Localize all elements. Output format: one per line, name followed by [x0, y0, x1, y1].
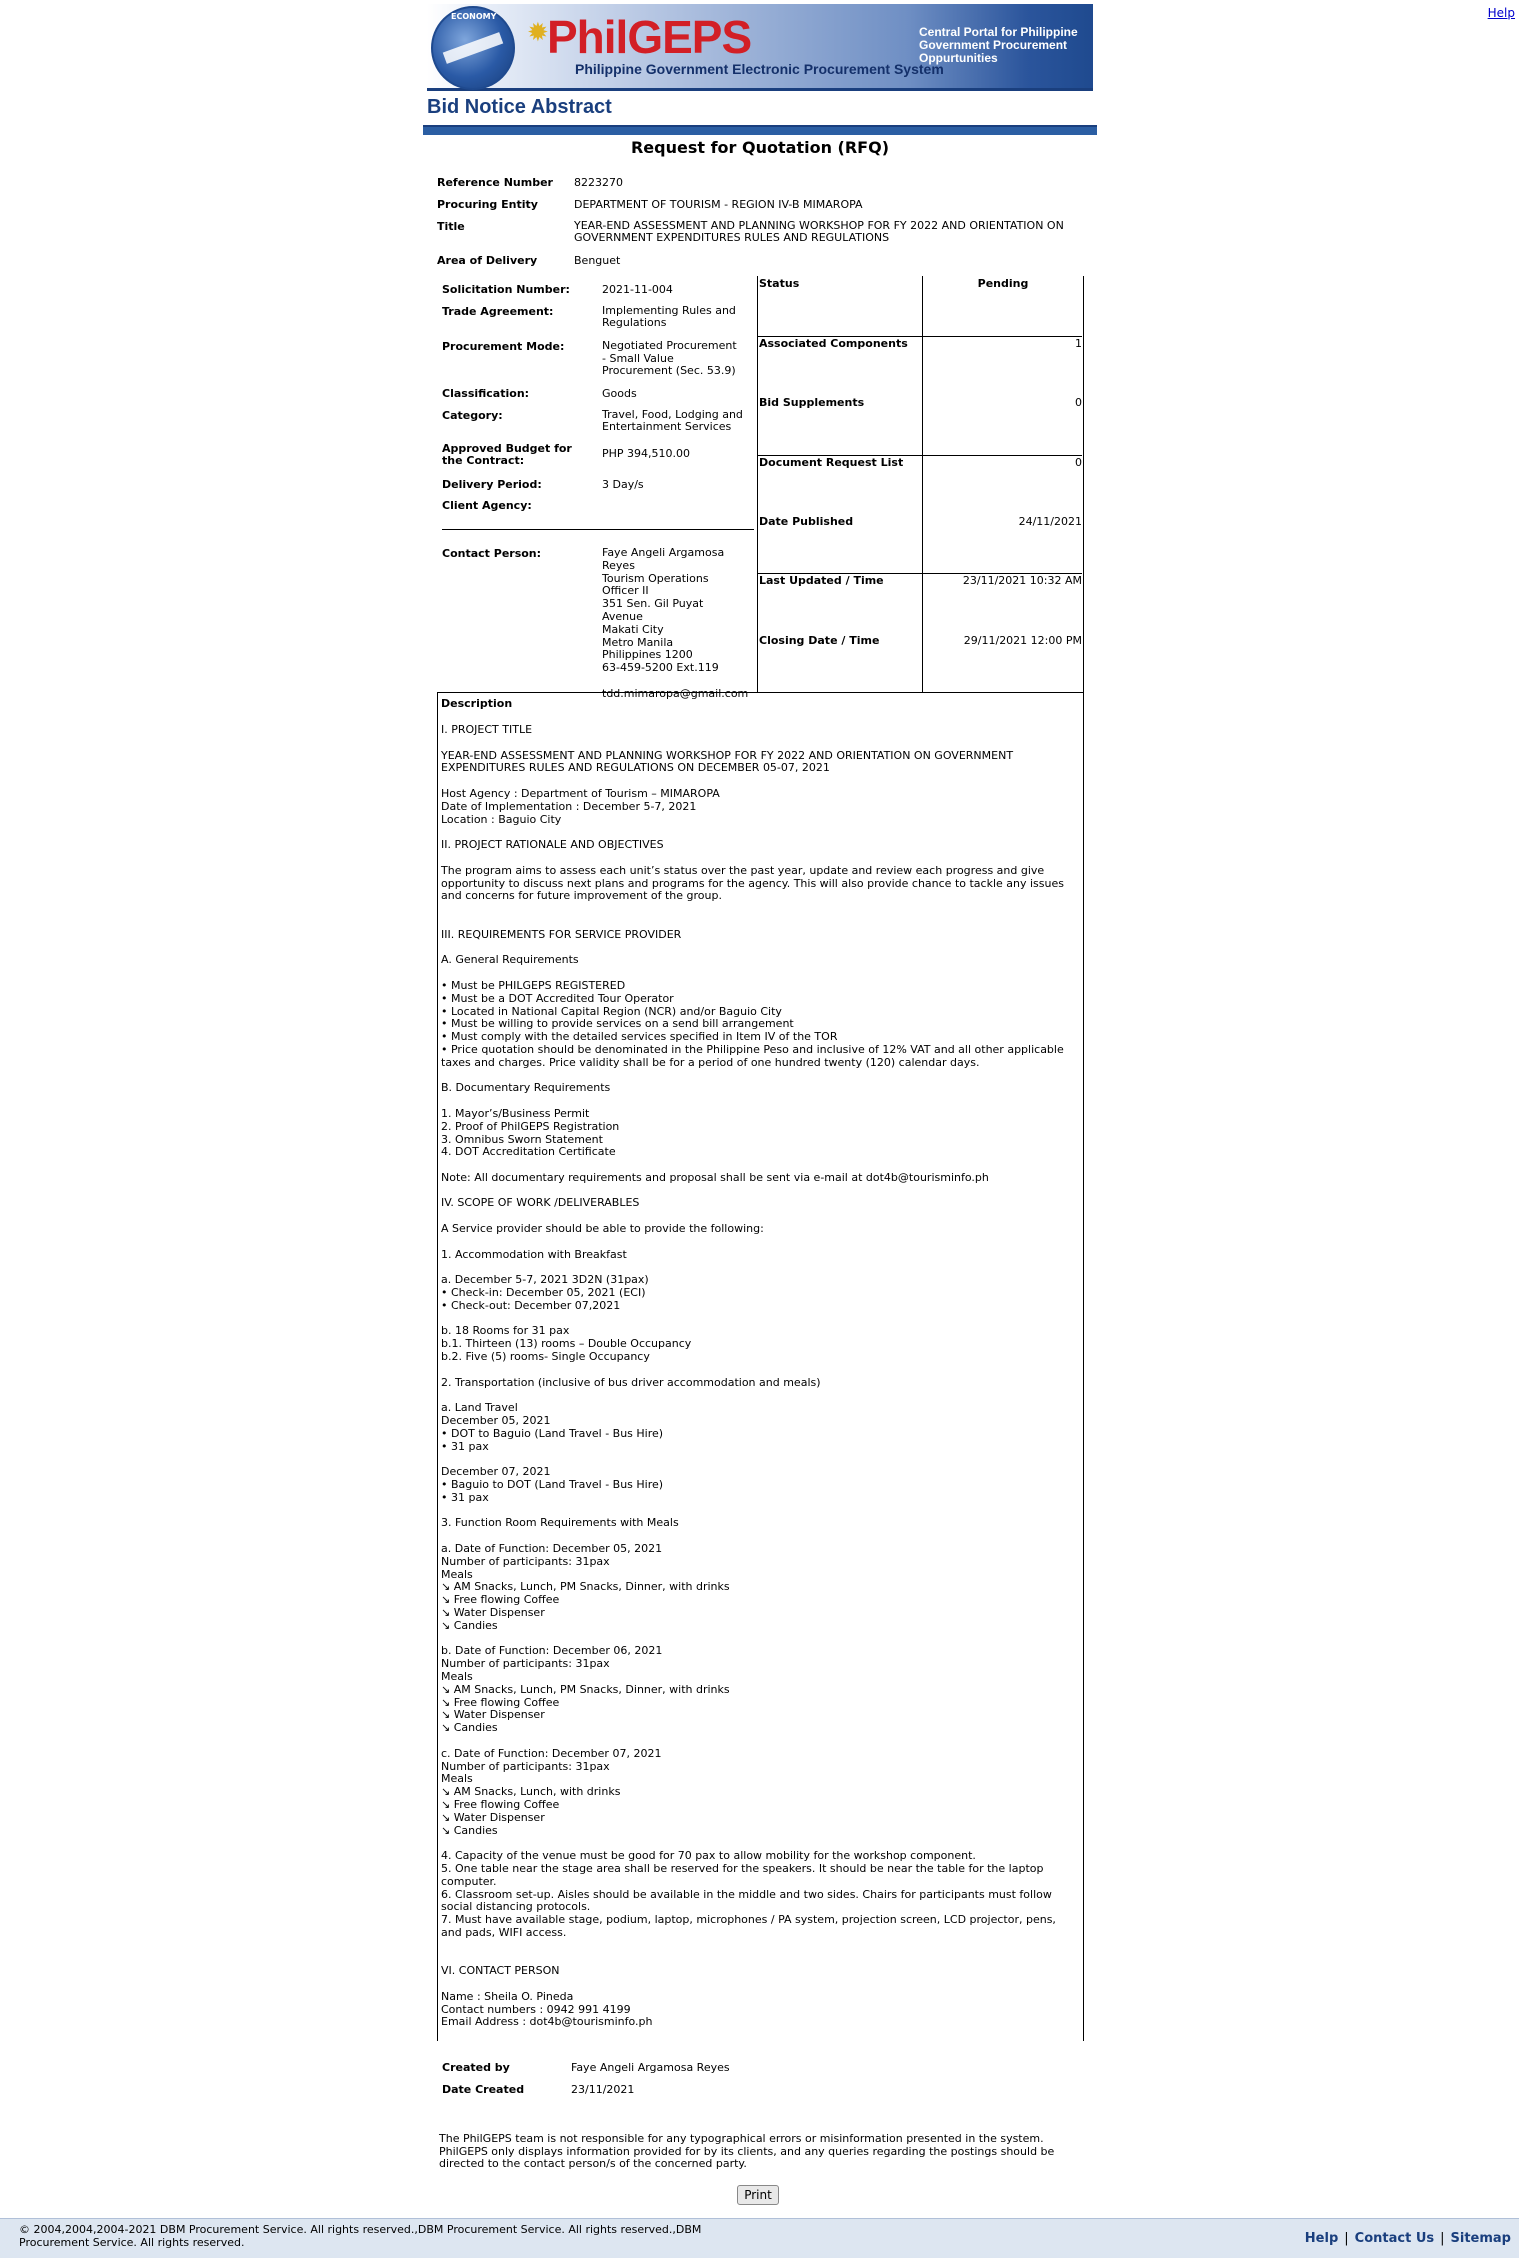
components-label: Associated Components — [759, 337, 908, 350]
title-value: YEAR-END ASSESSMENT AND PLANNING WORKSHOP FOR FY 2022 AND ORIENTATION ON GOVERNMENT EXPENDITURES RULES AND REGULATIONS — [574, 219, 1064, 244]
budget-label: Approved Budget for the Contract: — [442, 442, 572, 467]
print-button[interactable]: Print — [737, 2185, 779, 2205]
copyright-text: © 2004,2004,2004-2021 DBM Procurement Service. All rights reserved.,DBM Procurement Service. All rights reserved.,DBM Procurement Service. All rights reserved. — [19, 2223, 702, 2249]
logo-subtitle: Philippine Government Electronic Procurement System — [575, 61, 944, 77]
entity-value: DEPARTMENT OF TOURISM - REGION IV-B MIMAROPA — [574, 198, 863, 211]
heading-divider — [423, 125, 1097, 135]
help-link-top[interactable]: Help — [1487, 6, 1515, 20]
doc-request-label: Document Request List — [759, 456, 904, 469]
footer-sitemap-link[interactable]: Sitemap — [1450, 2231, 1511, 2246]
trade-value: Implementing Rules and Regulations — [602, 304, 736, 329]
components-value[interactable]: 1 — [1075, 337, 1082, 350]
solicitation-label: Solicitation Number: — [442, 283, 570, 296]
entity-label: Procuring Entity — [437, 198, 538, 211]
doc-request-value[interactable]: 0 — [1075, 456, 1082, 469]
document-title: Request for Quotation (RFQ) — [630, 138, 889, 157]
updated-value: 23/11/2021 10:32 AM — [962, 574, 1082, 587]
page-heading: Bid Notice Abstract — [427, 96, 612, 118]
created-by-value: Faye Angeli Argamosa Reyes — [571, 2061, 730, 2074]
sun-icon: ✹ — [527, 18, 549, 48]
details-divider — [442, 529, 754, 530]
delivery-period-value: 3 Day/s — [602, 478, 644, 491]
category-label: Category: — [442, 409, 503, 422]
client-agency-label: Client Agency: — [442, 499, 532, 512]
date-created-value: 23/11/2021 — [571, 2083, 635, 2096]
economy-globe-icon — [431, 6, 515, 90]
published-label: Date Published — [759, 515, 854, 528]
reference-value: 8223270 — [574, 176, 623, 189]
footer-help-link[interactable]: Help — [1304, 2231, 1339, 2246]
classification-label: Classification: — [442, 387, 530, 400]
updated-label: Last Updated / Time — [759, 574, 884, 587]
closing-value: 29/11/2021 12:00 PM — [963, 634, 1082, 647]
supplements-label: Bid Supplements — [759, 396, 865, 409]
description-text: I. PROJECT TITLE YEAR-END ASSESSMENT AND PLANNING WORKSHOP FOR FY 2022 AND ORIENTATION ON GOVERNMENT EXPENDITURES RULES AND REGULATIONS ON DECEMBER 05-07, 2021 Host Agency : Department of Tourism – MIMAROPA Date of Implementation : December 5-7, 2021 Location : Baguio City II. PROJECT RATIONALE AND OBJECTIVES The program aims to assess each unit’s status over the past year, update and review each progress and give opportunity to discuss next plans and programs for the agency. This will also provide chance to tackle any issues and concerns for future improvement of the group. III. REQUIREMENTS FOR SERVICE PROVIDER A. General Requirements • Must be PHILGEPS REGISTERED • Must be a DOT Accredited Tour Operator • Located in National Capital Region (NCR) and/or Baguio City • Must be willing to provide services on a send bill arrangement • Must comply with the detailed services specified in Item IV of the TOR • Price quotation should be denominated in the Philippine Peso and inclusive of 12% VAT and all other applicable taxes and charges. Price validity shall be for a period of one hundred twenty (120) calendar days. B. Documentary Requirements 1. Mayor’s/Business Permit 2. Proof of PhilGEPS Registration 3. Omnibus Sworn Statement 4. DOT Accreditation Certificate Note: All documentary requirements and proposal shall be sent via e-mail at dot4b@tourisminfo.ph IV. SCOPE OF WORK /DELIVERABLES A Service provider should be able to provide the following: 1. Accommodation with Breakfast a. December 5-7, 2021 3D2N (31pax) • Check-in: December 05, 2021 (ECI) • Check-out: December 07,2021 b. 18 Rooms for 31 pax b.1. Thirteen (13) rooms – Double Occupancy b.2. Five (5) rooms- Single Occupancy 2. Transportation (inclusive of bus driver accommodation and meals) a. Land Travel December 05, 2021 • DOT to Baguio (Land Travel - Bus Hire) • 31 pax December 07, 2021 • Baguio to DOT (Land Travel - Bus Hire) • 31 pax 3. Function Room Requirements with Meals a. Date of Function: December 05, 2021 Number of participants: 31pax Meals ↘ AM Snacks, Lunch, PM Snacks, Dinner, with drinks ↘ Free flowing Coffee ↘ Water Dispenser ↘ Candies b. Date of Function: December 06, 2021 Number of participants: 31pax Meals ↘ AM Snacks, Lunch, PM Snacks, Dinner, with drinks ↘ Free flowing Coffee ↘ Water Dispenser ↘ Candies c. Date of Function: December 07, 2021 Number of participants: 31pax Meals ↘ AM Snacks, Lunch, with drinks ↘ Free flowing Coffee ↘ Water Dispenser ↘ Candies 4. Capacity of the venue must be good for 70 pax to allow mobility for the workshop component. 5. One table near the stage area shall be reserved for the speakers. It should be near the table for the laptop computer. 6. Classroom set-up. Aisles should be available in the middle and two sides. Chairs for participants must follow social distancing protocols. 7. Must have available stage, podium, laptop, microphones / PA system, projection screen, LCD projector, pens, and pads, WIFI access. VI. CONTACT PERSON Name : Sheila O. Pineda Contact numbers : 0942 991 4199 Email Address : dot4b@tourisminfo.ph — [441, 723, 1064, 2029]
contact-value: Faye Angeli Argamosa Reyes Tourism Operations Officer II 351 Sen. Gil Puyat Avenue Makati City Metro Manila Philippines 1200 63-459-5200 Ext.119 tdd.mimaropa@gmail.com — [602, 546, 749, 700]
created-by-label: Created by — [442, 2061, 510, 2074]
footer-links: Help | Contact Us | Sitemap — [1304, 2231, 1511, 2246]
description-label: Description — [441, 697, 513, 710]
footer-contact-link[interactable]: Contact Us — [1354, 2231, 1435, 2246]
status-divider — [922, 276, 923, 692]
contact-label: Contact Person: — [442, 547, 542, 560]
published-value: 24/11/2021 — [1018, 515, 1082, 528]
status-label: Status — [759, 277, 800, 290]
footer — [0, 2218, 1519, 2258]
classification-value: Goods — [602, 387, 637, 400]
delivery-area-value: Benguet — [574, 254, 621, 267]
mode-value: Negotiated Procurement - Small Value Procurement (Sec. 53.9) — [602, 339, 737, 377]
budget-value: PHP 394,510.00 — [602, 447, 691, 460]
reference-label: Reference Number — [437, 176, 553, 189]
portal-tagline: Central Portal for Philippine Government Procurement Oppurtunities — [919, 25, 1078, 65]
status-value: Pending — [977, 277, 1029, 290]
delivery-area-label: Area of Delivery — [437, 254, 538, 267]
disclaimer-text: The PhilGEPS team is not responsible for any typographical errors or misinformation presented in the system. PhilGEPS only displays information provided for by its clients, and any queries regarding the postings should be directed to the contact person/s of the concerned party. — [439, 2132, 1055, 2170]
date-created-label: Date Created — [442, 2083, 525, 2096]
closing-label: Closing Date / Time — [759, 634, 880, 647]
trade-label: Trade Agreement: — [442, 305, 554, 318]
philgeps-logo[interactable]: PhilGEPS — [547, 11, 752, 63]
solicitation-value: 2021-11-004 — [602, 283, 673, 296]
supplements-value[interactable]: 0 — [1075, 396, 1082, 409]
category-value: Travel, Food, Lodging and Entertainment Services — [602, 408, 743, 433]
mode-label: Procurement Mode: — [442, 340, 565, 353]
title-label: Title — [437, 220, 465, 233]
seal-text: ECONOMY — [451, 12, 497, 21]
delivery-period-label: Delivery Period: — [442, 478, 542, 491]
site-banner — [427, 4, 1093, 91]
